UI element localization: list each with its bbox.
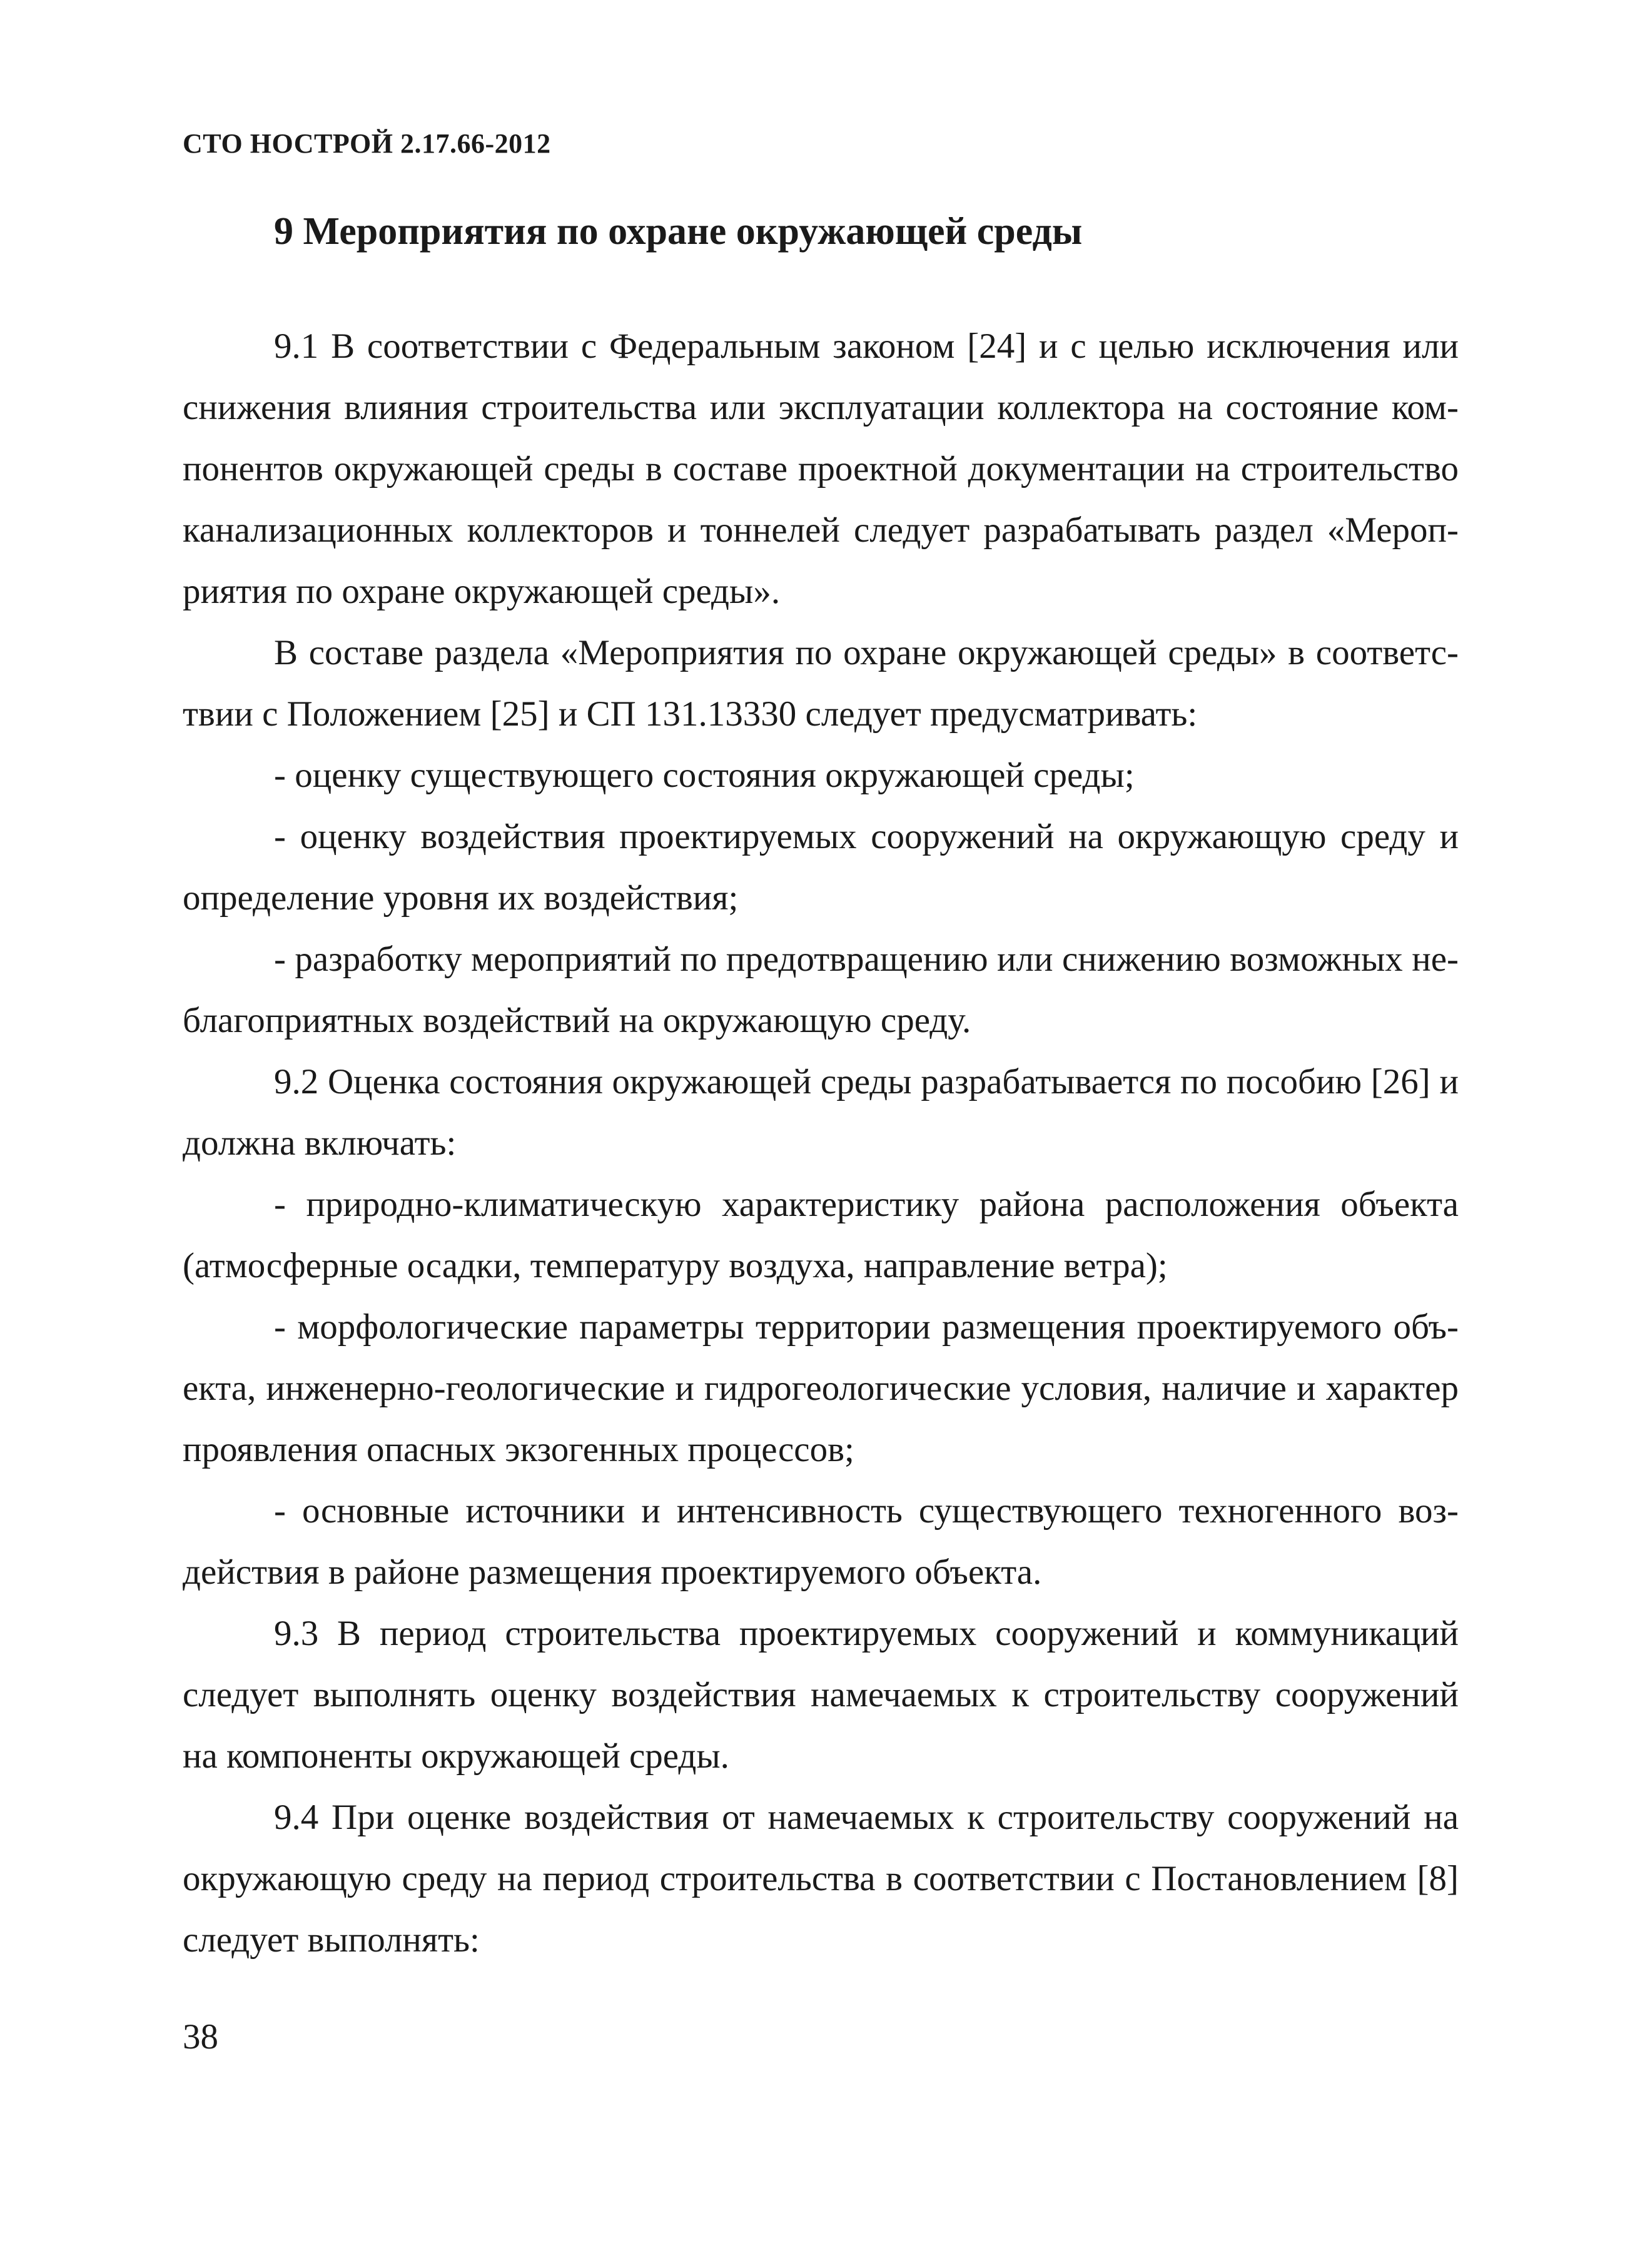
paragraph-9-2: 9.2 Оценка состояния окружающей среды разрабатывается по пособию [26] и должна включать: <box>183 1062 1459 1163</box>
page-number: 38 <box>183 2017 218 2057</box>
body-text <box>183 316 1459 1971</box>
list-item: - оценку воздействия проектируемых сооружений на окружающую среду и определение уровня их воздействия; <box>183 817 1459 918</box>
section-title: 9 Мероприятия по охране окружающей среды <box>274 210 1083 253</box>
list-item: - разработку мероприятий по предотвращению или снижению возможных неблагоприятных воздействий на окружающую среду. <box>183 939 1459 1040</box>
list-item: - основные источники и интенсивность существующего техногенного воздействия в районе размещения проектируемого объекта. <box>183 1491 1459 1592</box>
paragraph-9-3: 9.3 В период строительства проектируемых сооружений и коммуникаций следует выполнять оценку воздействия намечаемых к строительству сооружений на компоненты окружающей среды. <box>183 1614 1459 1776</box>
paragraph-9-4: 9.4 При оценке воздействия от намечаемых к строительству сооружений на окружающую среду на период строительства в соответствии с Постановлением [8] следует выполнять: <box>183 1798 1459 1960</box>
list-item: - морфологические параметры территории размещения проектируемого объекта, инженерно-геологические и гидрогеологические условия, наличие и характер проявления опасных экзогенных процессов; <box>183 1307 1459 1469</box>
document-code-header: СТО НОСТРОЙ 2.17.66-2012 <box>183 128 551 159</box>
paragraph-9-1: 9.1 В соответствии с Федеральным законом [24] и с целью исключения или снижения влияния строительства или эксплуатации коллектора на состояние компонентов окружающей среды в составе проектной документации на строительство канализационных коллекторов и тоннелей следует разрабатывать раздел «Мероприятия по охране окружающей среды». <box>183 327 1459 611</box>
paragraph-section-contents: В составе раздела «Мероприятия по охране окружающей среды» в соответствии с Положением [25] и СП 131.13330 следует предусматривать: <box>183 633 1459 734</box>
list-item: - природно-климатическую характеристику района расположения объекта (атмосферные осадки, температуру воздуха, направление ветра); <box>183 1185 1459 1285</box>
list-item: - оценку существующего состояния окружающей среды; <box>274 756 1135 795</box>
